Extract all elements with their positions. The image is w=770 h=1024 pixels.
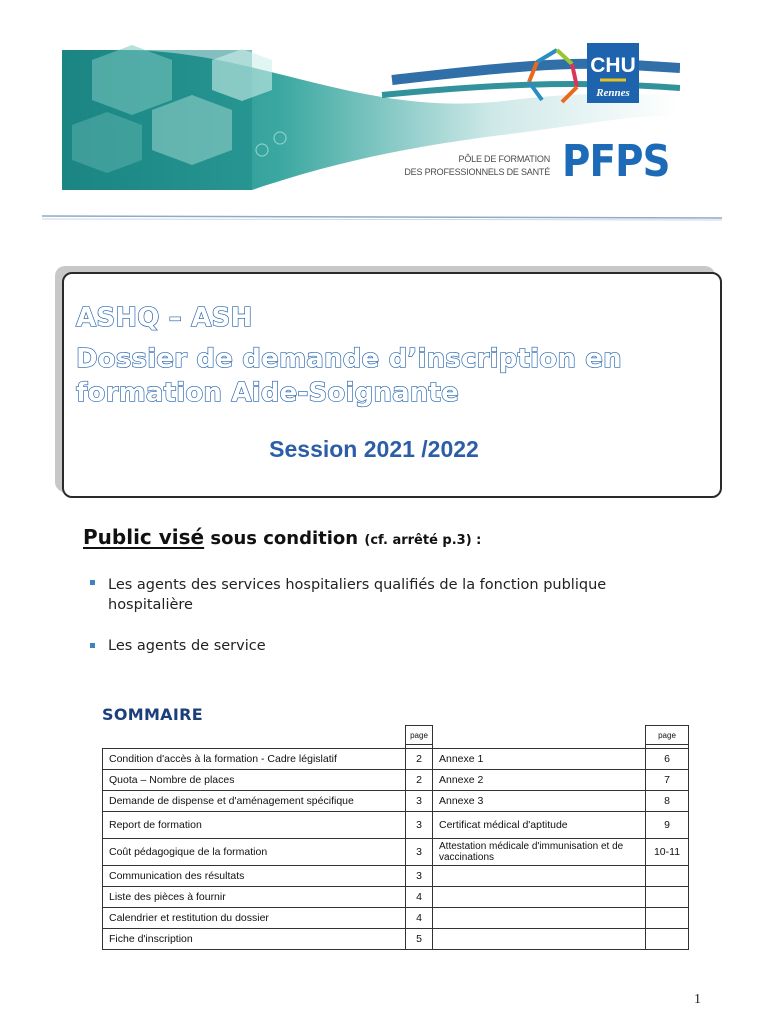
title-subtitle-line2: formation Aide-Soignante — [76, 378, 460, 408]
table-row: Demande de dispense et d'aménagement spécifique 3 Annexe 3 8 — [103, 791, 689, 812]
table-row: Report de formation 3 Certificat médical d'aptitude 9 — [103, 812, 689, 839]
bullet-item-2: Les agents de service — [108, 638, 266, 654]
bullet-icon — [90, 580, 95, 585]
svg-text:CHU: CHU — [590, 54, 636, 77]
page-column-header: page — [646, 726, 689, 745]
public-heading — [83, 525, 481, 549]
table-row: Quota – Nombre de places 2 Annexe 2 7 — [103, 770, 689, 791]
session-label: Session 2021 /2022 — [269, 436, 479, 462]
page-column-header: page — [406, 726, 433, 745]
table-row: Communication des résultats 3 — [103, 866, 689, 887]
public-ref: (cf. arrêté p.3) : — [364, 533, 482, 548]
sommaire-heading: SOMMAIRE — [102, 705, 203, 724]
bullet-item-1: Les agents des services hospitaliers qualifiés de la fonction publique hospitalière — [108, 577, 607, 613]
table-row: Coût pédagogique de la formation 3 Attestation médicale d'immunisation et de vaccinations 10-11 — [103, 839, 689, 866]
bullet-icon — [90, 643, 95, 648]
public-rest: sous condition — [204, 528, 365, 549]
sommaire-table — [102, 725, 689, 950]
page-title: ASHQ – ASH — [76, 303, 253, 333]
table-header-row — [103, 726, 689, 745]
table-row: Condition d'accès à la formation - Cadre législatif 2 Annexe 1 6 — [103, 749, 689, 770]
pfps-logo-text: PFPS — [562, 136, 670, 187]
table-row: Liste des pièces à fournir 4 — [103, 887, 689, 908]
table-row: Calendrier et restitution du dossier 4 — [103, 908, 689, 929]
public-underlined: Public visé — [83, 525, 205, 549]
pole-formation-text: PÔLE DE FORMATION DES PROFESSIONNELS DE SANTÉ — [404, 154, 550, 177]
page-number: 1 — [694, 992, 701, 1007]
table-row: Fiche d'inscription 5 — [103, 929, 689, 950]
molecule-logo-icon — [529, 50, 577, 102]
svg-text:Rennes: Rennes — [596, 87, 630, 99]
title-subtitle-line1: Dossier de demande d’inscription en — [76, 344, 622, 374]
header-divider — [42, 214, 722, 222]
